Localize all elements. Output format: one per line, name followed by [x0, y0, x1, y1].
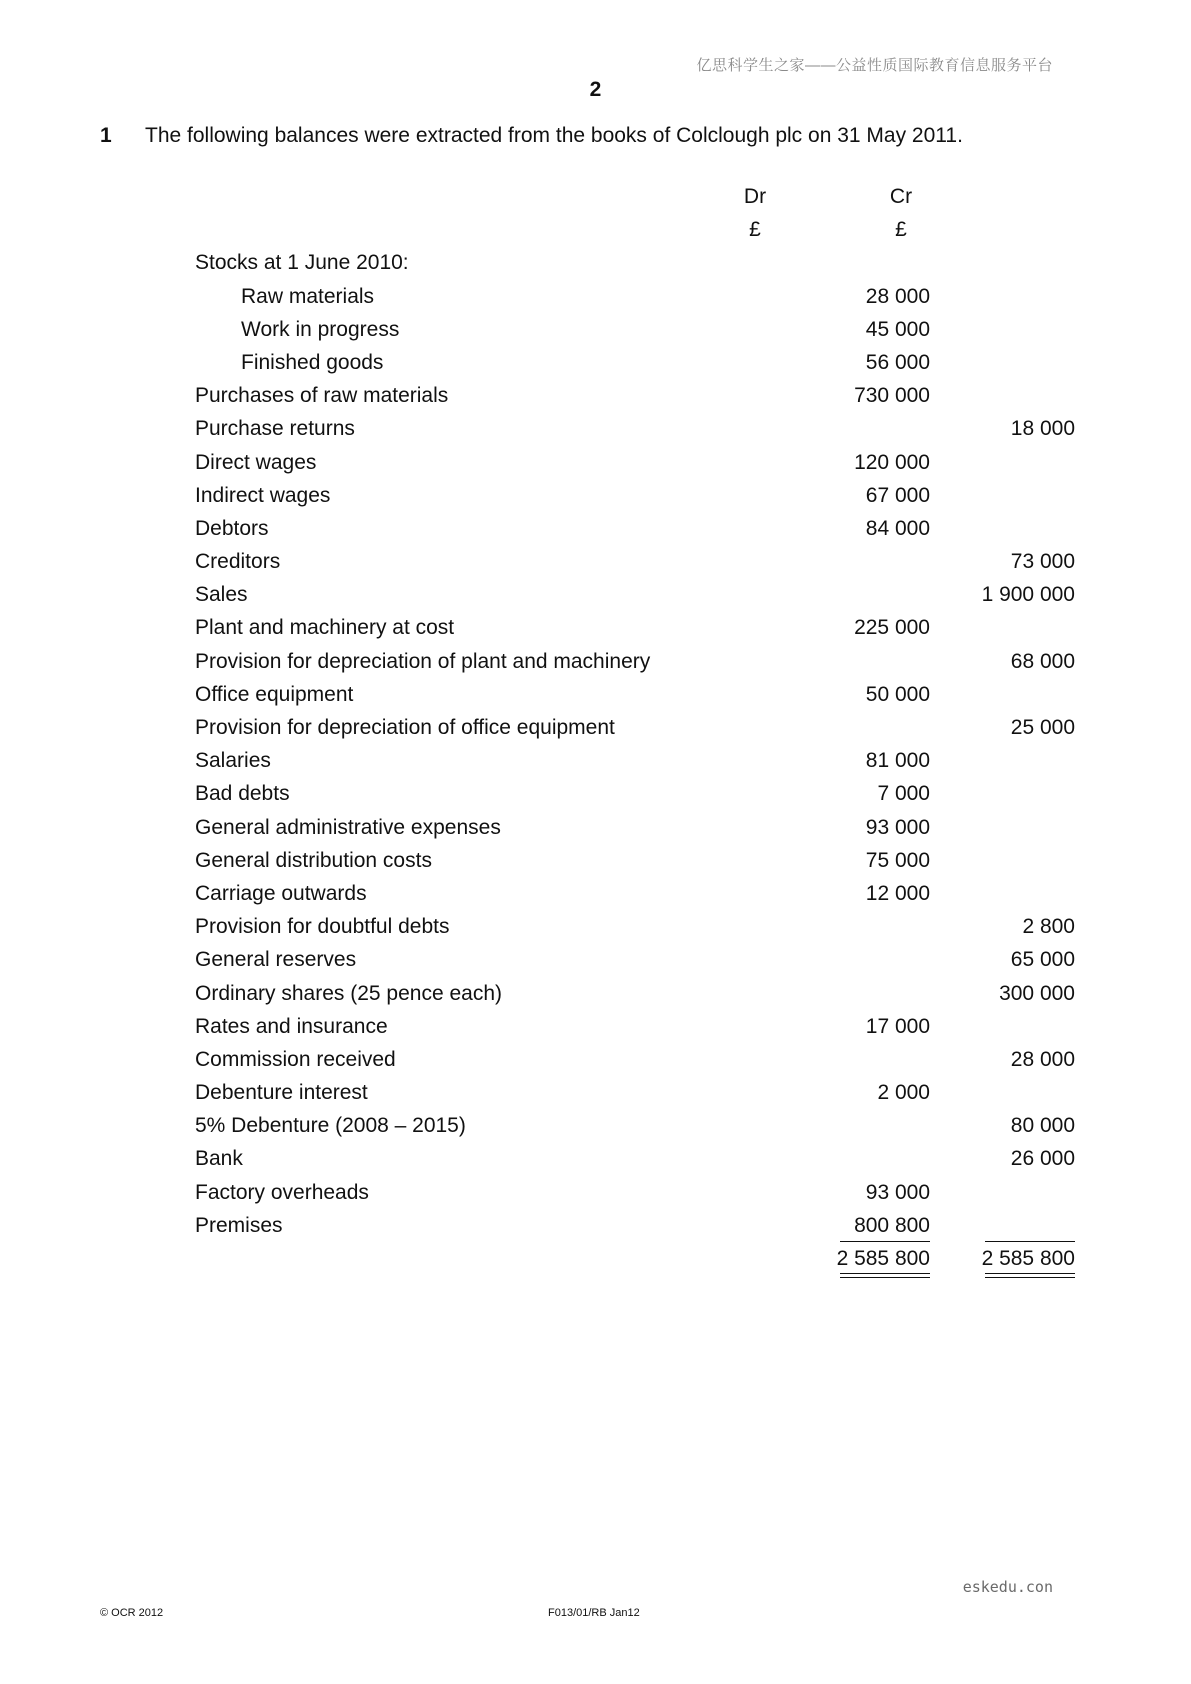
table-row [195, 479, 1005, 512]
row-dr-value: 800 800 [854, 1213, 930, 1237]
row-label: Factory overheads [195, 1180, 369, 1204]
trial-balance-table [195, 180, 1075, 1275]
table-row [195, 977, 1075, 1010]
cr-total-double-rule [985, 1273, 1075, 1278]
row-cr-value: 80 000 [1010, 1114, 1075, 1138]
table-unit-row [195, 213, 1005, 246]
row-label: General distribution costs [195, 848, 432, 872]
row-dr-value: 67 000 [865, 483, 930, 507]
table-row [195, 744, 1005, 777]
row-dr-value: 50 000 [865, 682, 930, 706]
row-label: Debtors [195, 516, 269, 540]
row-label: Salaries [195, 749, 271, 773]
table-row [195, 1109, 1075, 1142]
row-label: Indirect wages [195, 483, 331, 507]
row-label: General administrative expenses [195, 815, 501, 839]
row-dr-value: 81 000 [865, 749, 930, 773]
table-row [195, 1010, 1005, 1043]
table-row [195, 379, 1005, 412]
row-label: General reserves [195, 948, 357, 972]
table-row [195, 611, 1005, 644]
dr-total-double-rule [840, 1273, 930, 1278]
row-label: Stocks at 1 June 2010: [195, 251, 409, 275]
table-row [195, 1043, 1075, 1076]
row-label: Direct wages [195, 450, 317, 474]
row-dr-value: 56 000 [865, 350, 930, 374]
row-label: Finished goods [241, 350, 384, 374]
table-row [195, 678, 1005, 711]
row-label: Purchase returns [195, 417, 355, 441]
footer-copyright: © OCR 2012 [100, 1607, 164, 1619]
row-cr-value: 68 000 [1010, 649, 1075, 673]
dr-unit: £ [749, 218, 761, 242]
row-label: Provision for doubtful debts [195, 915, 450, 939]
row-cr-value: 2 800 [1022, 915, 1075, 939]
table-row [195, 844, 1005, 877]
row-dr-value: 2 000 [877, 1081, 930, 1105]
table-row [195, 645, 1075, 678]
row-label: Ordinary shares (25 pence each) [195, 981, 502, 1005]
table-row [195, 280, 1005, 313]
table-row [195, 512, 1005, 545]
row-cr-value: 300 000 [999, 981, 1075, 1005]
row-dr-value: 84 000 [865, 516, 930, 540]
row-dr-value: 28 000 [865, 284, 930, 308]
row-label: Provision for depreciation of plant and machinery [195, 649, 651, 673]
row-dr-value: 12 000 [865, 881, 930, 905]
row-label: Commission received [195, 1047, 396, 1071]
question-text: The following balances were extracted from the books of Colclough plc on 31 May 2011. [145, 124, 963, 147]
question-number: 1 [100, 124, 112, 147]
dr-total: 2 585 800 [836, 1247, 930, 1270]
table-row [195, 811, 1005, 844]
table-row [195, 313, 1005, 346]
row-dr-value: 225 000 [854, 616, 930, 640]
row-label: Creditors [195, 550, 281, 574]
table-row [195, 910, 1075, 943]
table-row [195, 877, 1005, 910]
page-number: 2 [589, 78, 602, 101]
row-dr-value: 45 000 [865, 317, 930, 341]
row-cr-value: 65 000 [1010, 948, 1075, 972]
row-cr-value: 26 000 [1010, 1147, 1075, 1171]
table-row [195, 578, 1075, 611]
row-dr-value: 93 000 [865, 815, 930, 839]
table-row [195, 545, 1075, 578]
row-label: Debenture interest [195, 1081, 368, 1105]
row-cr-value: 25 000 [1010, 716, 1075, 739]
table-row [195, 412, 1075, 445]
row-label: Raw materials [241, 284, 375, 308]
ledger-rows [195, 246, 1075, 1242]
table-row [195, 1209, 1005, 1242]
totals-row [195, 1242, 1075, 1275]
table-row [195, 1076, 1005, 1109]
footer-code: F013/01/RB Jan12 [548, 1607, 640, 1619]
row-dr-value: 7 000 [877, 782, 930, 806]
row-label: 5% Debenture (2008 – 2015) [195, 1114, 466, 1138]
dr-header: Dr [743, 185, 767, 208]
cr-unit: £ [895, 218, 907, 242]
table-header-row [195, 180, 1005, 213]
row-label: Rates and insurance [195, 1014, 388, 1038]
row-cr-value: 1 900 000 [981, 583, 1075, 607]
table-row [195, 446, 1005, 479]
row-cr-value: 28 000 [1010, 1047, 1075, 1071]
row-label: Bad debts [195, 782, 290, 806]
row-label: Work in progress [241, 317, 400, 341]
watermark-text: 亿思科学生之家——公益性质国际教育信息服务平台 [696, 57, 1053, 74]
row-label: Carriage outwards [195, 881, 367, 905]
row-label: Provision for depreciation of office equipment [195, 716, 615, 739]
row-dr-value: 93 000 [865, 1180, 930, 1204]
row-label: Sales [195, 583, 248, 607]
table-row [195, 943, 1075, 976]
row-label: Premises [195, 1213, 283, 1237]
table-row [195, 1142, 1075, 1175]
table-row [195, 711, 1075, 744]
cr-header: Cr [889, 185, 913, 208]
table-row [195, 777, 1005, 810]
row-label: Office equipment [195, 682, 354, 706]
table-row [195, 346, 1005, 379]
row-dr-value: 120 000 [854, 450, 930, 474]
site-watermark: eskedu.con [962, 1578, 1053, 1596]
row-dr-value: 17 000 [865, 1014, 930, 1038]
row-dr-value: 730 000 [854, 384, 930, 408]
table-row [195, 1176, 1005, 1209]
row-label: Plant and machinery at cost [195, 616, 455, 640]
row-label: Purchases of raw materials [195, 384, 449, 408]
cr-total: 2 585 800 [981, 1247, 1075, 1270]
row-cr-value: 73 000 [1010, 550, 1075, 574]
row-label: Bank [195, 1147, 243, 1171]
table-row [195, 246, 1005, 279]
row-dr-value: 75 000 [865, 848, 930, 872]
row-cr-value: 18 000 [1010, 417, 1075, 441]
